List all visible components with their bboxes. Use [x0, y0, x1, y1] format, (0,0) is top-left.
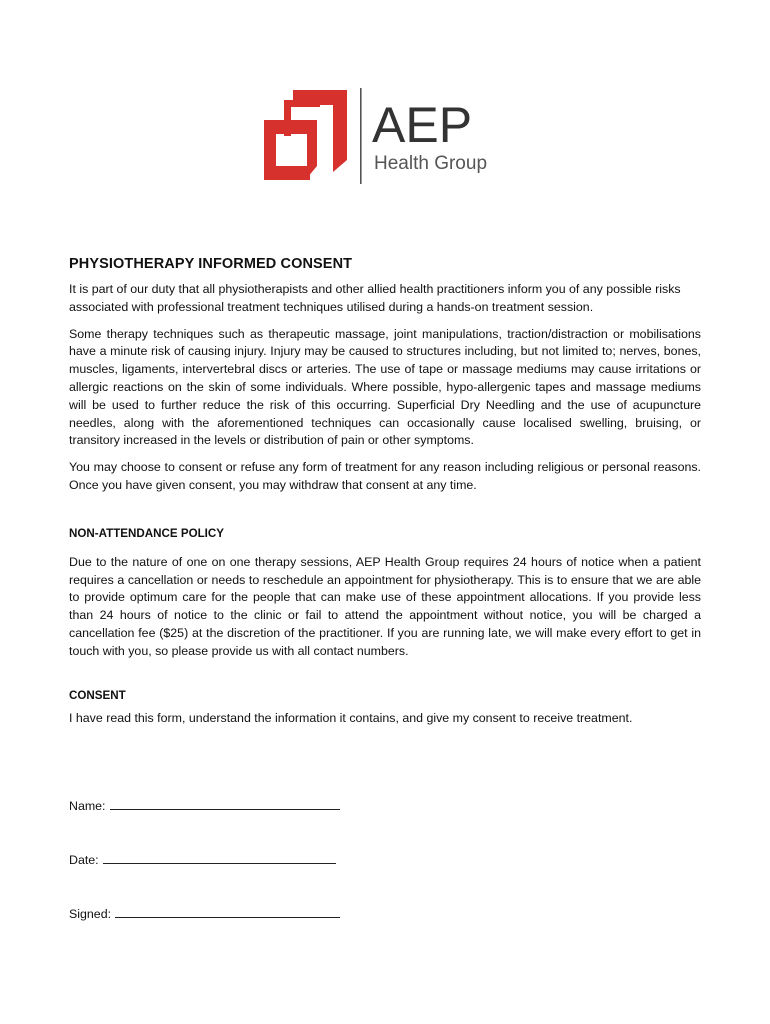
name-signature-line[interactable] — [110, 798, 340, 810]
name-field[interactable] — [69, 798, 340, 813]
logo-mark-icon — [264, 90, 347, 180]
risks-paragraph: Some therapy techniques such as therapeutic massage, joint manipulations, traction/distraction or mobilisations have a minute risk of causing injury. Injury may be caused to structures including, but not limited to; nerves, bones, muscles, ligaments, intervertebral discs or arteries. The use of tape or massage mediums may cause irritations or allergic reactions on the skin of some individuals. Where possible, hypo-allergenic tapes and massage mediums will be used to further reduce the risk of this occurring. Superficial Dry Needling and the use of acupuncture needles, along with the aforementioned techniques can occasionally cause localised swelling, bruising, or transitory increased in the levels or distribution of pain or other symptoms. — [69, 326, 701, 448]
logo-divider — [360, 88, 362, 184]
name-label: Name: — [69, 799, 106, 813]
document-body — [69, 256, 701, 736]
document-title: PHYSIOTHERAPY INFORMED CONSENT — [69, 256, 353, 272]
consent-heading: CONSENT — [69, 688, 126, 702]
logo-graphic — [262, 88, 512, 188]
intro-paragraph: It is part of our duty that all physiotherapists and other allied health practitioners inform you of any possible risks associated with professional treatment techniques utilised during a hands-on treatment session. — [69, 282, 681, 314]
non-attendance-paragraph: Due to the nature of one on one therapy sessions, AEP Health Group requires 24 hours of notice when a patient requires a cancellation or needs to reschedule an appointment for physiotherapy. This is to ensure that we are able to provide optimum care for the people that can make use of these appointment allocations. If you provide less than 24 hours of notice to the clinic or fail to attend the appointment without notice, you will be charged a cancellation fee ($25) at the discretion of the practitioner. If you are running late, we will make every effort to get in touch with you, so please provide us with all contact numbers. — [69, 554, 701, 658]
non-attendance-heading: NON-ATTENDANCE POLICY — [69, 526, 225, 540]
date-label: Date: — [69, 853, 99, 867]
date-field[interactable] — [69, 852, 336, 867]
signed-signature-line[interactable] — [115, 906, 340, 918]
refuse-consent-paragraph: You may choose to consent or refuse any form of treatment for any reason including religious or personal reasons. Once you have given consent, you may withdraw that consent at any time. — [69, 460, 701, 492]
logo-brand-text: AEP — [372, 97, 473, 153]
consent-statement: I have read this form, understand the information it contains, and give my consent to receive treatment. — [69, 710, 633, 725]
signed-label: Signed: — [69, 907, 112, 921]
logo-tagline-text: Health Group — [374, 153, 488, 174]
aep-health-group-logo — [262, 88, 512, 188]
date-signature-line[interactable] — [103, 852, 336, 864]
signed-field[interactable] — [69, 906, 340, 921]
